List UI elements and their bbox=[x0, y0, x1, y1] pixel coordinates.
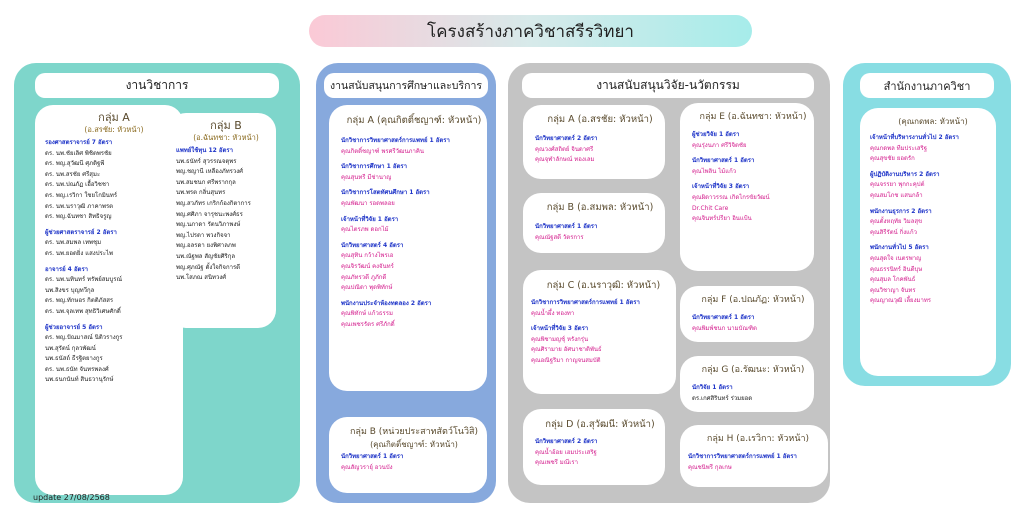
position-heading: นักวิชาการโสตทัศนศึกษา 1 อัตรา bbox=[341, 189, 430, 197]
staff-name: ดร. พญ.ฉันทชา สิทธิจรูญ bbox=[45, 213, 112, 221]
staff-name: นพ.สุรัตน์ กุลวพัฒน์ bbox=[45, 344, 96, 352]
position-heading: ผู้ช่วยวิจัย 1 อัตรา bbox=[692, 131, 740, 138]
staff-name: คุณภัทรวดี ภูภักดี bbox=[341, 273, 387, 281]
staff-name: พญ.ศศิภา จารุชนะพงศ์ธร bbox=[176, 210, 243, 218]
staff-name: นพ.ธนกนันท์ สินธวานุรักษ์ bbox=[45, 376, 114, 384]
staff-name: ดร. นพ.ชัยเลิศ พิชิตพรชัย bbox=[45, 149, 112, 157]
staff-name: ดร. พญ.สุวัฒนี ศุภดิฐพี bbox=[45, 160, 105, 168]
position-heading: นักวิชาการวิทยาศาสตร์การแพทย์ 1 อัตรา bbox=[688, 453, 797, 460]
position-heading: นักวิทยาศาสตร์ 1 อัตรา bbox=[692, 157, 755, 165]
academic-group-a bbox=[35, 105, 183, 495]
staff-name: นพ.ธนัสถ์ ธีรฐิตยางกูร bbox=[45, 355, 103, 363]
research-group-h bbox=[680, 425, 828, 487]
position-heading: ผู้ช่วยศาสตราจารย์ 2 อัตรา bbox=[45, 228, 117, 236]
position-heading: เจ้าหน้าที่วิจัย 3 อัตรา bbox=[531, 325, 589, 333]
staff-name: Dr.Chit Care bbox=[692, 204, 729, 212]
position-heading: พนักงานธุรการ 2 อัตรา bbox=[870, 207, 932, 215]
research-group-f bbox=[680, 286, 814, 342]
group-title: กลุ่ม A (คุณกิตติ์ชญาฑ์: หัวหน้า) bbox=[346, 115, 482, 126]
staff-name: ดร. พญ.ทักษอร กิตติภัสสร bbox=[45, 297, 114, 305]
position-heading: พนักงานทั่วไป 5 อัตรา bbox=[870, 244, 929, 252]
staff-name: พญ.สวภัทร เกริกก้องกิตาการ bbox=[176, 199, 251, 207]
staff-name: คุณอณิฐริมา กาญจนสมบัติ bbox=[531, 356, 601, 364]
staff-name: ดร. พญ.ปัณมาสณ์ นิติวรางกูร bbox=[45, 334, 123, 342]
position-heading: รองศาสตราจารย์ 7 อัตรา bbox=[45, 139, 113, 146]
staff-name: พญ.นภาดา รัตนวิภาพงษ์ bbox=[176, 221, 241, 229]
position-heading: นักวิชาการวิทยาศาสตร์การแพทย์ 1 อัตรา bbox=[341, 137, 450, 144]
staff-name: คุณเพชรี มณีเรา bbox=[535, 459, 578, 467]
staff-name: นพ.สมชนก ศรีพรากกุล bbox=[176, 178, 236, 186]
staff-name: ดร. นพ.นทินทร์ ทรัพย์สมบูรณ์ bbox=[45, 276, 123, 284]
staff-name: พญ.อลรดา ยงพิศาลภพ bbox=[176, 242, 236, 250]
group-head: (คุณกดพล: หัวหน้า) bbox=[898, 117, 968, 126]
group-title: กลุ่ม A bbox=[98, 111, 130, 124]
position-heading: เจ้าหน้าที่วิจัย 1 อัตรา bbox=[341, 215, 399, 223]
staff-name: คุณเพชรรัตร ศรีภักดิ์ bbox=[341, 320, 395, 328]
group-title: กลุ่ม F (อ.ปณภัฏ: หัวหน้า) bbox=[701, 295, 805, 305]
staff-name: พญ.ศุภณัฐ ตั้งใจกิจการดี bbox=[176, 263, 241, 271]
staff-name: คุณศิรามาย อัศนาชาติพันธ์ bbox=[531, 346, 602, 354]
staff-list bbox=[692, 130, 814, 225]
position-heading: เจ้าหน้าที่วิจัย 3 อัตรา bbox=[692, 183, 750, 191]
academic-group-b bbox=[168, 113, 276, 328]
office-header: สำนักงานภาควิชา bbox=[860, 73, 994, 98]
staff-name: คุณณัฐสดี วัตรการ bbox=[535, 233, 584, 241]
staff-name: คุณกิตติ์ชญาฑ์ พรศรีวัฒนภาคิน bbox=[341, 147, 424, 155]
position-heading: เจ้าหน้าที่บริหารงานทั่วไป 2 อัตรา bbox=[870, 134, 959, 141]
group-head: (อ.สรชัย: หัวหน้า) bbox=[84, 125, 144, 134]
staff-name: คุณผิดาวรรณ เกิดไกรขัยวัฒน์ bbox=[692, 193, 770, 201]
staff-name: คุณวิชาญา จันทร bbox=[870, 286, 916, 294]
staff-name: คุณน้ำผึ้ง ทองทา bbox=[531, 309, 575, 317]
staff-name: นพ.สิงขร บุญทวีกุล bbox=[45, 286, 95, 294]
academic-header: งานวิชาการ bbox=[35, 73, 279, 98]
staff-name: คุณสุมล โกคพันธ์ bbox=[870, 276, 916, 284]
staff-name: คุณพิชามญชุ์ หรังกรุ่น bbox=[531, 335, 589, 343]
staff-list bbox=[870, 133, 996, 307]
staff-name: ดร. พญ.เรวิกา ใชยโกมินทร์ bbox=[45, 191, 118, 199]
research-group-d bbox=[523, 409, 665, 485]
group-title: กลุ่ม A (อ.สรชัย: หัวหน้า) bbox=[547, 114, 653, 125]
staff-list bbox=[531, 298, 676, 367]
staff-name: คุณสุดใจ เนตรพาญ bbox=[870, 254, 922, 262]
staff-list bbox=[45, 138, 183, 386]
staff-list bbox=[692, 383, 814, 404]
staff-name: นพ.พรต กลิ่นสุนทร bbox=[176, 189, 226, 197]
group-title: กลุ่ม E (อ.ฉันทชา: หัวหน้า) bbox=[699, 112, 807, 122]
staff-name: คุณพิมพ์ชนก นามบัณฑิต bbox=[692, 324, 757, 332]
position-heading: นักวิจัย 1 อัตรา bbox=[692, 384, 733, 391]
research-group-a bbox=[523, 105, 665, 179]
staff-name: ดร. นพ.ปณภัฏ เอื้อวิชชา bbox=[45, 181, 110, 189]
education-group-a bbox=[329, 105, 487, 391]
update-date: update 27/08/2568 bbox=[33, 493, 110, 502]
group-title: กลุ่ม B (อ.สมพล: หัวหน้า) bbox=[546, 202, 654, 213]
staff-name: คุณชนิพรี กุลเกษ bbox=[688, 463, 732, 471]
office-column bbox=[843, 63, 1011, 386]
academic-column bbox=[14, 63, 300, 503]
research-group-b bbox=[523, 193, 665, 253]
staff-list bbox=[688, 452, 828, 473]
staff-name: คุณปณิดา พุดพิทักษ์ bbox=[341, 284, 393, 292]
staff-name: คุณสิรีรัตน์ กิ่งแก้ว bbox=[870, 228, 918, 236]
staff-name: ดร. นพ.สมพล เทพชุม bbox=[45, 239, 102, 247]
position-heading: นักวิทยาศาสตร์ 1 อัตรา bbox=[692, 314, 755, 321]
position-heading: นักวิทยาศาสตร์ 1 อัตรา bbox=[341, 453, 404, 460]
group-head: (คุณกิตติ์ชญาฑ์: หัวหน้า) bbox=[370, 440, 458, 449]
staff-name: คุณวงศ์สถิตย์ จินดาศรี bbox=[535, 145, 594, 153]
staff-name: พญ.ชญานี เหลืองภัทรวงศ์ bbox=[176, 168, 243, 176]
position-heading: นักวิชาการศึกษา 1 อัตรา bbox=[341, 163, 407, 171]
staff-list bbox=[341, 136, 487, 331]
research-group-c bbox=[523, 270, 676, 394]
office-group bbox=[860, 108, 996, 376]
page-title: โครงสร้างภาควิชาสรีรวิทยา bbox=[309, 15, 752, 47]
staff-name: คุณจิรวัฒน์ คงจันทร์ bbox=[341, 262, 394, 270]
staff-name: ดร. นพ.สรชัย ศรีสุมะ bbox=[45, 170, 101, 178]
staff-name: คุณธรรนิทร์ อินดีบุษ bbox=[870, 265, 923, 273]
group-title: กลุ่ม H (อ.เรวิกา: หัวหน้า) bbox=[706, 434, 810, 444]
staff-name: คุณกดพล ทีมประเสริฐ bbox=[870, 144, 928, 152]
position-heading: นักวิชาการวิทยาศาสตร์การแพทย์ 1 อัตรา bbox=[531, 299, 640, 306]
position-heading: ผู้ช่วยอาจารย์ 5 อัตรา bbox=[45, 323, 103, 331]
staff-name: คุณจุฬาลักษณ์ ทองเลม bbox=[535, 156, 595, 164]
staff-name: นพ.โสภณ สนิทวงศ์ bbox=[176, 274, 227, 282]
research-group-g bbox=[680, 356, 814, 412]
research-header: งานสนับสนุนวิจัย-นวัตกรรม bbox=[522, 73, 814, 98]
staff-name: คุณสุทิน กว้างไพรเอ bbox=[341, 252, 394, 260]
group-title: กลุ่ม G (อ.รัฒนะ: หัวหน้า) bbox=[701, 365, 805, 375]
research-group-e bbox=[680, 103, 814, 271]
staff-name: พญ.ไปรดา พวงกิจจา bbox=[176, 231, 231, 239]
position-heading: ผู้ปฏิบัติงานบริหาร 2 อัตรา bbox=[870, 170, 940, 178]
group-title: กลุ่ม D (อ.สุวัฒนี: หัวหน้า) bbox=[545, 419, 655, 430]
staff-name: คุณสมโภช แสนกล้า bbox=[870, 191, 923, 199]
staff-name: ดร. นพ.ยอดยิ่ง แสงประไพ bbox=[45, 249, 113, 257]
staff-list bbox=[535, 437, 665, 469]
staff-name: ดร. นพ.นราวุฒิ ภาคาพรต bbox=[45, 202, 114, 210]
position-heading: พนักงานประจำห้องทดลอง 2 อัตรา bbox=[341, 299, 432, 307]
staff-name: นพ.ธนัทร์ สุวรรณจตุพร bbox=[176, 157, 237, 165]
staff-name: คุณไตรภพ ดอกไม้ bbox=[341, 226, 389, 234]
staff-name: คุณญาณวุฒิ เลี้ยงมาทร bbox=[870, 297, 931, 305]
staff-name: คุณพัฒนา รอดพลอย bbox=[341, 199, 395, 207]
staff-name: คุณน้ำอ้อย เฮมประเสริฐ bbox=[535, 448, 597, 456]
staff-name: คุณตั้งหฤทัย วิมลสุข bbox=[870, 218, 923, 226]
staff-list bbox=[341, 452, 487, 473]
staff-name: คุณจินทร์ปรียา อินแป้น bbox=[692, 215, 752, 223]
staff-name: ดร.เกศสิรินทร์ ร่วมยอด bbox=[692, 394, 753, 402]
staff-list bbox=[692, 313, 814, 334]
education-column bbox=[316, 63, 496, 503]
position-heading: นักวิทยาศาสตร์ 2 อัตรา bbox=[535, 135, 598, 142]
staff-name: คุณพิทักษ์ แก้วธรรม bbox=[341, 310, 393, 318]
position-heading: นักวิทยาศาสตร์ 1 อัตรา bbox=[535, 223, 598, 230]
staff-name: คุณจรรยา พุกกะคุปต์ bbox=[870, 181, 925, 189]
group-title: กลุ่ม B (หน่วยประสาทสัตว์โนวิสิ) bbox=[349, 427, 478, 437]
staff-list bbox=[176, 146, 276, 284]
group-title: กลุ่ม C (อ.นราวุฒิ: หัวหน้า) bbox=[546, 280, 661, 291]
group-head: (อ.ฉันทชา: หัวหน้า) bbox=[193, 133, 259, 142]
position-heading: แพทย์ใช้ทุน 12 อัตรา bbox=[176, 147, 233, 154]
staff-name: ดร. นพ.จุลเทพ สุทธิวิเศษศักดิ์ bbox=[45, 307, 121, 315]
staff-list bbox=[535, 222, 665, 243]
education-header: งานสนับสนุนการศึกษาและบริการ bbox=[324, 73, 488, 98]
staff-name: คุณสุนทรี มีช่านาญ bbox=[341, 173, 392, 181]
position-heading: นักวิทยาศาสตร์ 4 อัตรา bbox=[341, 241, 404, 249]
position-heading: อาจารย์ 4 อัตรา bbox=[45, 265, 89, 273]
staff-name: คุณไพลิน ไม้แก้ว bbox=[692, 167, 737, 175]
staff-name: นพ.ณัฐพล สัญชัยศิริกุล bbox=[176, 252, 236, 260]
staff-list bbox=[535, 134, 665, 166]
staff-name: คุณสัญวรายุ์ อวนบัง bbox=[341, 463, 393, 471]
research-column bbox=[508, 63, 830, 503]
education-group-b bbox=[329, 417, 487, 493]
group-title: กลุ่ม B bbox=[210, 119, 242, 132]
staff-name: ดร. นพ.ธนัท จันทรพลงศ์ bbox=[45, 365, 109, 373]
staff-name: คุณสุขชัย ยอดรัก bbox=[870, 155, 915, 163]
position-heading: นักวิทยาศาสตร์ 2 อัตรา bbox=[535, 438, 598, 445]
staff-name: คุณรุ่งนภา ศรีวิจิตชัย bbox=[692, 141, 747, 149]
